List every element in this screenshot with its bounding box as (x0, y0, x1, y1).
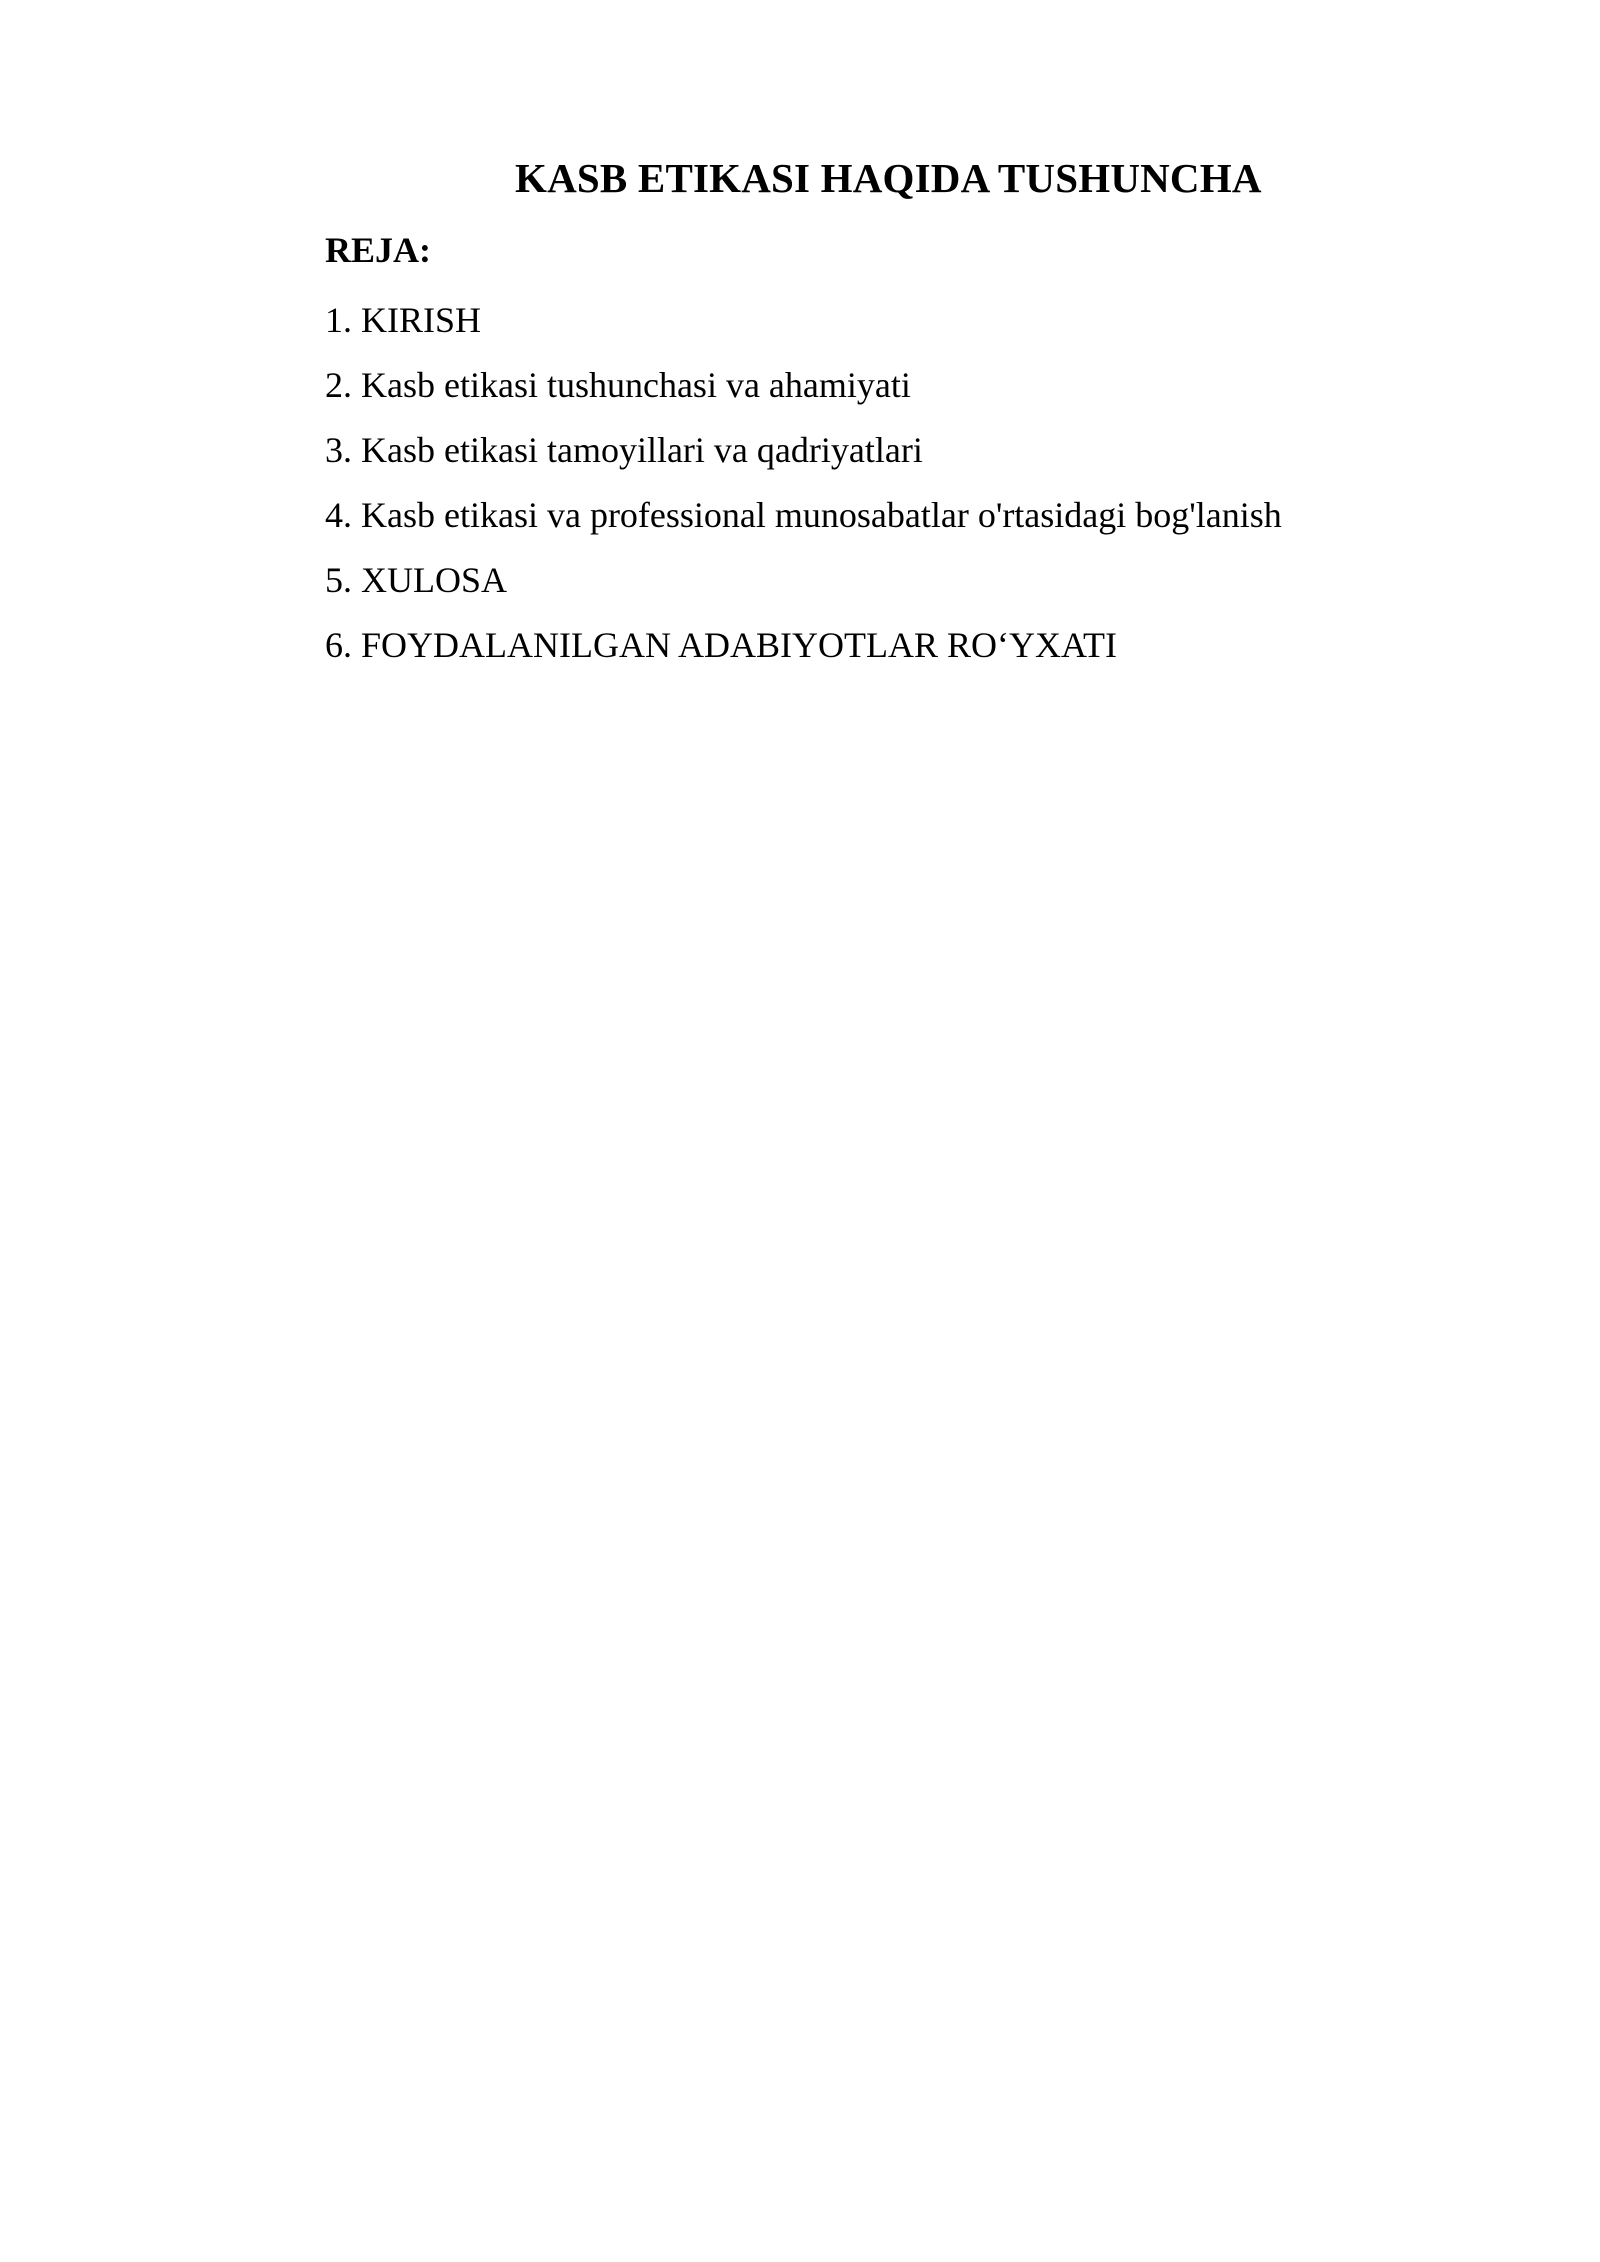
plan-item-text: FOYDALANILGAN ADABIYOTLAR RO‘YXATI (361, 625, 1117, 665)
plan-item-text: KIRISH (361, 300, 482, 340)
plan-item-number: 2. (325, 365, 352, 405)
plan-item-text: XULOSA (361, 560, 508, 600)
plan-item-text: Kasb etikasi va professional munosabatlar o'rtasidagi bog'lanish (361, 495, 1282, 535)
plan-item-number: 4. (325, 495, 352, 535)
plan-item-5 (325, 548, 1282, 613)
plan-item-2 (325, 353, 1282, 418)
plan-item-number: 3. (325, 430, 352, 470)
plan-item-1 (325, 288, 1282, 353)
plan-heading: REJA: (325, 230, 431, 270)
plan-item-text: Kasb etikasi tushunchasi va ahamiyati (361, 365, 911, 405)
plan-item-3 (325, 418, 1282, 483)
document-title: KASB ETIKASI HAQIDA TUSHUNCHA (515, 155, 1262, 201)
plan-item-number: 6. (325, 625, 352, 665)
plan-item-number: 5. (325, 560, 352, 600)
plan-item-text: Kasb etikasi tamoyillari va qadriyatlari (361, 430, 923, 470)
plan-list (325, 288, 1282, 678)
plan-item-6 (325, 613, 1282, 678)
plan-item-number: 1. (325, 300, 352, 340)
plan-item-4 (325, 483, 1282, 548)
